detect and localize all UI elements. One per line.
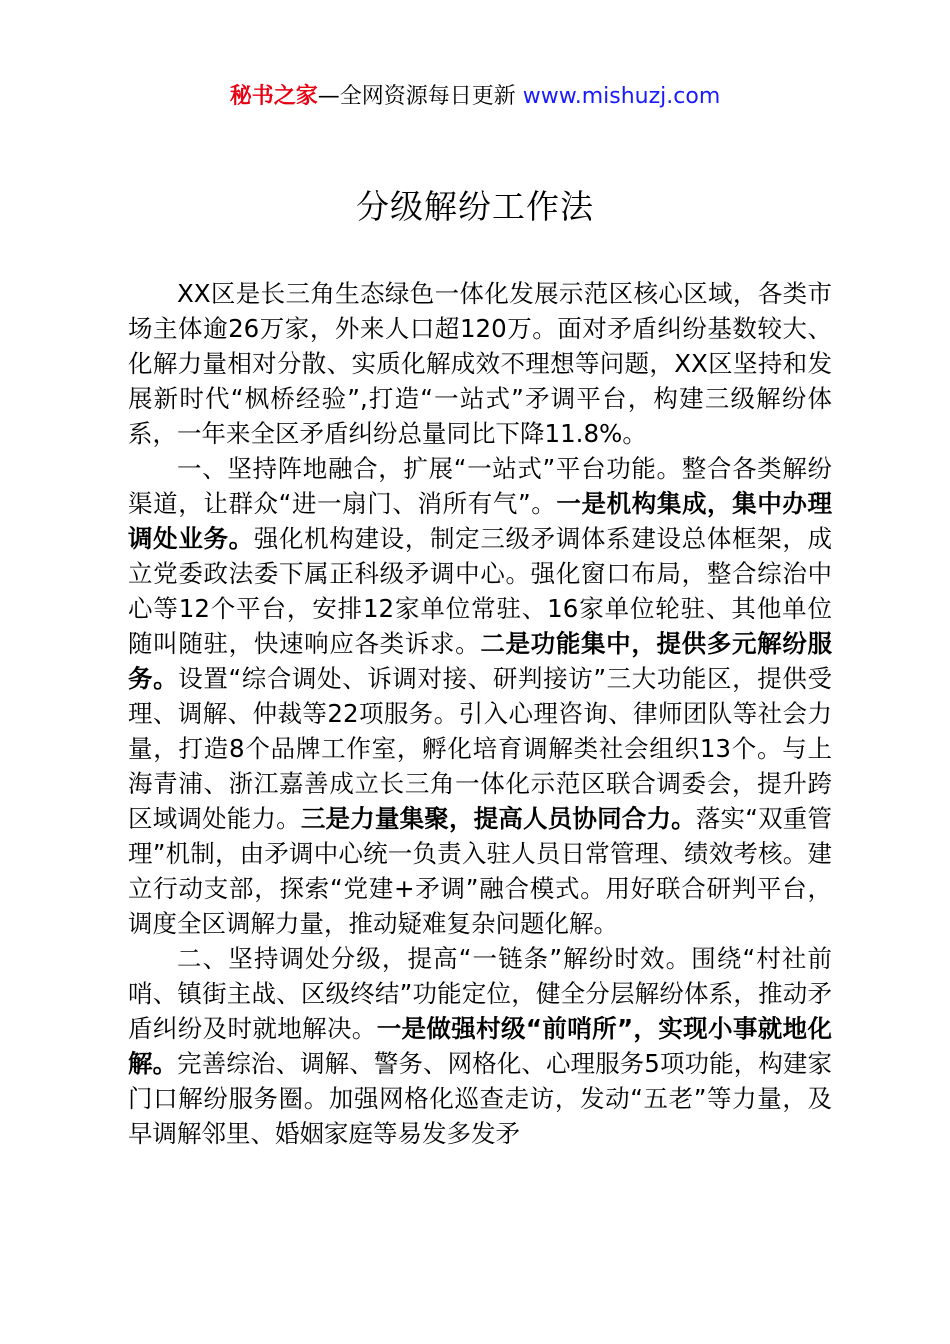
paragraph-text: 强化机构建设，制定三级矛调体系建设总体框架，成立党委政法委下属正科级矛调中心。强化窗口布局，整合综治中心等12个平台，安排12家单位常驻、16家单位轮驻、其他单位随叫随驻，快速响应各类诉求。 [128, 524, 833, 658]
banner-slogan: —全网资源每日更新 [317, 84, 523, 109]
paragraph-intro [128, 276, 832, 451]
paragraph-text: 二、坚持调处分级，提高“一链条”解纷时效。围绕“村社前哨、镇街主战、区级终结”功能定位，健全分层解纷体系，推动矛盾纠纷及时就地解决。 [128, 944, 832, 1043]
document-title: 分级解纷工作法 [356, 187, 594, 226]
paragraph-section-two [128, 941, 832, 1151]
paragraph-text: 一、坚持阵地融合，扩展“一站式”平台功能。整合各类解纷渠道，让群众“进一扇门、消所有气”。 [128, 454, 832, 518]
document-body [128, 276, 832, 1151]
banner-brand: 秘书之家 [229, 84, 318, 109]
banner-url-link[interactable]: www.mishuzj.com [522, 84, 721, 109]
paragraph-text: 设置“综合调处、诉调对接、研判接访”三大功能区，提供受理、调解、仲裁等22项服务。引入心理咨询、律师团队等社会力量，打造8个品牌工作室，孵化培育调解类社会组织13个。与上海青浦、浙江嘉善成立长三角一体化示范区联合调委会，提升跨区域调处能力。 [128, 664, 833, 833]
paragraph-text: 完善综治、调解、警务、网格化、心理服务5项功能，构建家门口解纷服务圈。加强网格化巡查走访，发动“五老”等力量，及早调解邻里、婚姻家庭等易发多发矛 [128, 1049, 832, 1148]
bold-subheading: 一是做强村级“前哨所”，实现小事就地化解。 [128, 1014, 833, 1078]
paragraph-section-one [128, 451, 832, 941]
bold-subheading: 二是功能集中，提供多元解纷服务。 [128, 629, 833, 693]
paragraph-text: 落实“双重管理”机制，由矛调中心统一负责入驻人员日常管理、绩效考核。建立行动支部，探索“党建+矛调”融合模式。用好联合研判平台，调度全区调解力量，推动疑难复杂问题化解。 [128, 804, 832, 938]
bold-subheading: 一是机构集成，集中办理调处业务。 [128, 489, 833, 553]
paragraph-text: XX区是长三角生态绿色一体化发展示范区核心区域，各类市场主体逾26万家，外来人口超120万。面对矛盾纠纷基数较大、化解力量相对分散、实质化解成效不理想等问题，XX区坚持和发展新时代“枫桥经验”,打造“一站式”矛调平台，构建三级解纷体系，一年来全区矛盾纠纷总量同比下降11.8%。 [128, 279, 832, 448]
site-banner [0, 82, 950, 112]
bold-subheading: 三是力量集聚，提高人员协同合力。 [300, 804, 696, 833]
